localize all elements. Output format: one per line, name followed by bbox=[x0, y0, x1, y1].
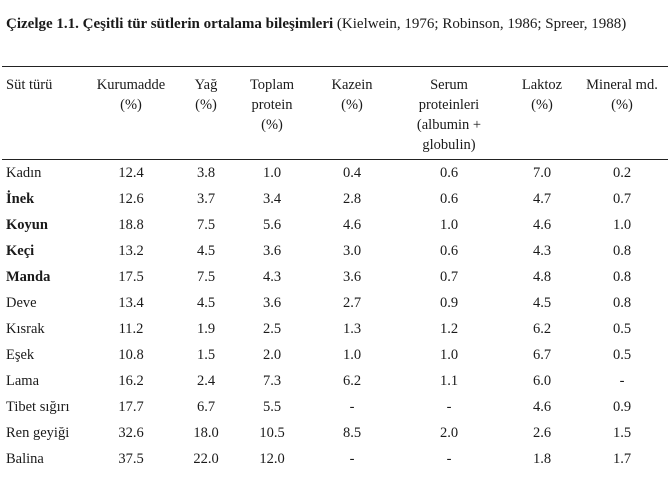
table-row bbox=[2, 212, 668, 238]
value-cell-kazein: 6.2 bbox=[342, 372, 362, 389]
value-cell-laktoz: 2.6 bbox=[532, 424, 552, 441]
column-header-line: (%) bbox=[261, 117, 283, 133]
value-cell-toplam-protein: 12.0 bbox=[259, 450, 285, 467]
milk-type-cell: Deve bbox=[6, 294, 37, 311]
value-cell-kurumadde: 13.4 bbox=[118, 294, 144, 311]
column-header-line: (albumin + bbox=[416, 117, 482, 133]
value-cell-kurumadde: 13.2 bbox=[118, 242, 144, 259]
value-cell-kazein: 3.6 bbox=[342, 268, 362, 285]
column-header-mineral bbox=[576, 67, 668, 160]
milk-type-cell: Keçi bbox=[6, 242, 35, 259]
table-row bbox=[2, 446, 668, 472]
value-cell-yag: 1.5 bbox=[196, 346, 216, 363]
value-cell-kazein: - bbox=[349, 450, 355, 467]
value-cell-kazein: 2.8 bbox=[342, 190, 362, 207]
column-header-sut-turu bbox=[2, 67, 80, 160]
value-cell-mineral: 0.5 bbox=[612, 346, 632, 363]
value-cell-kurumadde: 17.5 bbox=[118, 268, 144, 285]
value-cell-kurumadde: 11.2 bbox=[118, 320, 144, 337]
value-cell-kazein: - bbox=[349, 398, 355, 415]
milk-type-cell: Kadın bbox=[6, 164, 42, 181]
column-header-line: (%) bbox=[195, 97, 217, 113]
column-header-line: Yağ bbox=[194, 77, 218, 93]
column-header-line: Kazein bbox=[331, 77, 373, 93]
value-cell-mineral: - bbox=[619, 372, 625, 389]
value-cell-yag: 3.7 bbox=[196, 190, 216, 207]
column-header-line: Kurumadde bbox=[96, 77, 166, 93]
value-cell-toplam-protein: 4.3 bbox=[262, 268, 282, 285]
column-header-kazein bbox=[314, 67, 390, 160]
value-cell-serum-proteinleri: 1.1 bbox=[439, 372, 459, 389]
column-header-line: Laktoz bbox=[521, 77, 563, 93]
value-cell-laktoz: 1.8 bbox=[532, 450, 552, 467]
value-cell-mineral: 0.2 bbox=[612, 164, 632, 181]
value-cell-yag: 7.5 bbox=[196, 268, 216, 285]
value-cell-kazein: 1.3 bbox=[342, 320, 362, 337]
column-header-kurumadde bbox=[80, 67, 182, 160]
value-cell-mineral: 0.8 bbox=[612, 294, 632, 311]
caption-label: Çizelge 1.1. Çeşitli tür sütlerin ortalama bileşimleri bbox=[6, 16, 334, 32]
value-cell-laktoz: 4.7 bbox=[532, 190, 552, 207]
table-row bbox=[2, 238, 668, 264]
value-cell-kazein: 0.4 bbox=[342, 164, 362, 181]
value-cell-kazein: 1.0 bbox=[342, 346, 362, 363]
column-header-line: Süt türü bbox=[6, 77, 53, 93]
table-row bbox=[2, 160, 668, 187]
column-header-line: Mineral md. bbox=[586, 77, 658, 93]
table-row bbox=[2, 394, 668, 420]
milk-type-cell: Kısrak bbox=[6, 320, 45, 337]
column-header-line: protein bbox=[251, 97, 293, 113]
value-cell-toplam-protein: 2.5 bbox=[262, 320, 282, 337]
value-cell-laktoz: 4.3 bbox=[532, 242, 552, 259]
table-row bbox=[2, 316, 668, 342]
milk-type-cell: Lama bbox=[6, 372, 40, 389]
value-cell-mineral: 0.8 bbox=[612, 242, 632, 259]
value-cell-kurumadde: 12.4 bbox=[118, 164, 144, 181]
table-caption bbox=[6, 14, 670, 35]
milk-type-cell: Balina bbox=[6, 450, 44, 467]
value-cell-serum-proteinleri: 0.6 bbox=[439, 242, 459, 259]
column-header-toplam-protein bbox=[230, 67, 314, 160]
value-cell-laktoz: 6.0 bbox=[532, 372, 552, 389]
value-cell-kazein: 4.6 bbox=[342, 216, 362, 233]
value-cell-toplam-protein: 2.0 bbox=[262, 346, 282, 363]
value-cell-toplam-protein: 1.0 bbox=[262, 164, 282, 181]
value-cell-mineral: 0.7 bbox=[612, 190, 632, 207]
value-cell-kazein: 2.7 bbox=[342, 294, 362, 311]
value-cell-kurumadde: 12.6 bbox=[118, 190, 144, 207]
value-cell-mineral: 1.0 bbox=[612, 216, 632, 233]
milk-type-cell: Manda bbox=[6, 268, 51, 285]
value-cell-serum-proteinleri: 1.2 bbox=[439, 320, 459, 337]
column-header-line: proteinleri bbox=[418, 97, 480, 113]
value-cell-toplam-protein: 3.4 bbox=[262, 190, 282, 207]
value-cell-serum-proteinleri: 0.6 bbox=[439, 164, 459, 181]
table-row bbox=[2, 368, 668, 394]
value-cell-kurumadde: 32.6 bbox=[118, 424, 144, 441]
value-cell-laktoz: 4.8 bbox=[532, 268, 552, 285]
value-cell-laktoz: 4.6 bbox=[532, 398, 552, 415]
value-cell-serum-proteinleri: - bbox=[446, 398, 452, 415]
column-header-line: (%) bbox=[611, 97, 633, 113]
value-cell-serum-proteinleri: - bbox=[446, 450, 452, 467]
column-header-line: Toplam bbox=[249, 77, 295, 93]
table-row bbox=[2, 186, 668, 212]
value-cell-kazein: 3.0 bbox=[342, 242, 362, 259]
value-cell-yag: 18.0 bbox=[193, 424, 219, 441]
column-header-line: (%) bbox=[120, 97, 142, 113]
column-header-line: Serum bbox=[430, 77, 468, 93]
value-cell-serum-proteinleri: 1.0 bbox=[439, 346, 459, 363]
value-cell-kurumadde: 10.8 bbox=[118, 346, 144, 363]
column-header-laktoz bbox=[508, 67, 576, 160]
column-header-line: (%) bbox=[531, 97, 553, 113]
value-cell-toplam-protein: 5.5 bbox=[262, 398, 282, 415]
value-cell-laktoz: 6.7 bbox=[532, 346, 552, 363]
milk-composition-table bbox=[2, 66, 668, 472]
value-cell-mineral: 0.8 bbox=[612, 268, 632, 285]
header-row bbox=[2, 67, 668, 160]
value-cell-laktoz: 6.2 bbox=[532, 320, 552, 337]
milk-type-cell: Koyun bbox=[6, 216, 48, 233]
milk-type-cell: Tibet sığırı bbox=[6, 398, 70, 415]
value-cell-serum-proteinleri: 0.6 bbox=[439, 190, 459, 207]
milk-type-cell: İnek bbox=[6, 190, 35, 207]
value-cell-yag: 4.5 bbox=[196, 294, 216, 311]
table-row bbox=[2, 420, 668, 446]
value-cell-yag: 6.7 bbox=[196, 398, 216, 415]
table-row bbox=[2, 290, 668, 316]
value-cell-yag: 4.5 bbox=[196, 242, 216, 259]
value-cell-mineral: 0.9 bbox=[612, 398, 632, 415]
value-cell-serum-proteinleri: 0.7 bbox=[439, 268, 459, 285]
table-body bbox=[2, 160, 668, 473]
value-cell-toplam-protein: 3.6 bbox=[262, 242, 282, 259]
milk-type-cell: Eşek bbox=[6, 346, 35, 363]
value-cell-laktoz: 7.0 bbox=[532, 164, 552, 181]
value-cell-yag: 3.8 bbox=[196, 164, 216, 181]
value-cell-toplam-protein: 5.6 bbox=[262, 216, 282, 233]
value-cell-yag: 7.5 bbox=[196, 216, 216, 233]
value-cell-yag: 22.0 bbox=[193, 450, 219, 467]
value-cell-yag: 2.4 bbox=[196, 372, 216, 389]
value-cell-serum-proteinleri: 1.0 bbox=[439, 216, 459, 233]
value-cell-kurumadde: 37.5 bbox=[118, 450, 144, 467]
value-cell-toplam-protein: 3.6 bbox=[262, 294, 282, 311]
value-cell-kurumadde: 16.2 bbox=[118, 372, 144, 389]
value-cell-laktoz: 4.5 bbox=[532, 294, 552, 311]
value-cell-serum-proteinleri: 0.9 bbox=[439, 294, 459, 311]
value-cell-mineral: 1.5 bbox=[612, 424, 632, 441]
value-cell-kurumadde: 17.7 bbox=[118, 398, 144, 415]
value-cell-laktoz: 4.6 bbox=[532, 216, 552, 233]
column-header-yag bbox=[182, 67, 230, 160]
value-cell-kazein: 8.5 bbox=[342, 424, 362, 441]
column-header-line: (%) bbox=[341, 97, 363, 113]
value-cell-serum-proteinleri: 2.0 bbox=[439, 424, 459, 441]
value-cell-toplam-protein: 10.5 bbox=[259, 424, 285, 441]
value-cell-toplam-protein: 7.3 bbox=[262, 372, 282, 389]
milk-type-cell: Ren geyiği bbox=[6, 424, 70, 441]
column-header-serum-proteinleri bbox=[390, 67, 508, 160]
column-header-line: globulin) bbox=[422, 137, 476, 153]
table-row bbox=[2, 264, 668, 290]
value-cell-mineral: 1.7 bbox=[612, 450, 632, 467]
value-cell-kurumadde: 18.8 bbox=[118, 216, 144, 233]
value-cell-yag: 1.9 bbox=[196, 320, 216, 337]
value-cell-mineral: 0.5 bbox=[612, 320, 632, 337]
table-row bbox=[2, 342, 668, 368]
caption-citation: (Kielwein, 1976; Robinson, 1986; Spreer, 1988) bbox=[336, 16, 627, 32]
